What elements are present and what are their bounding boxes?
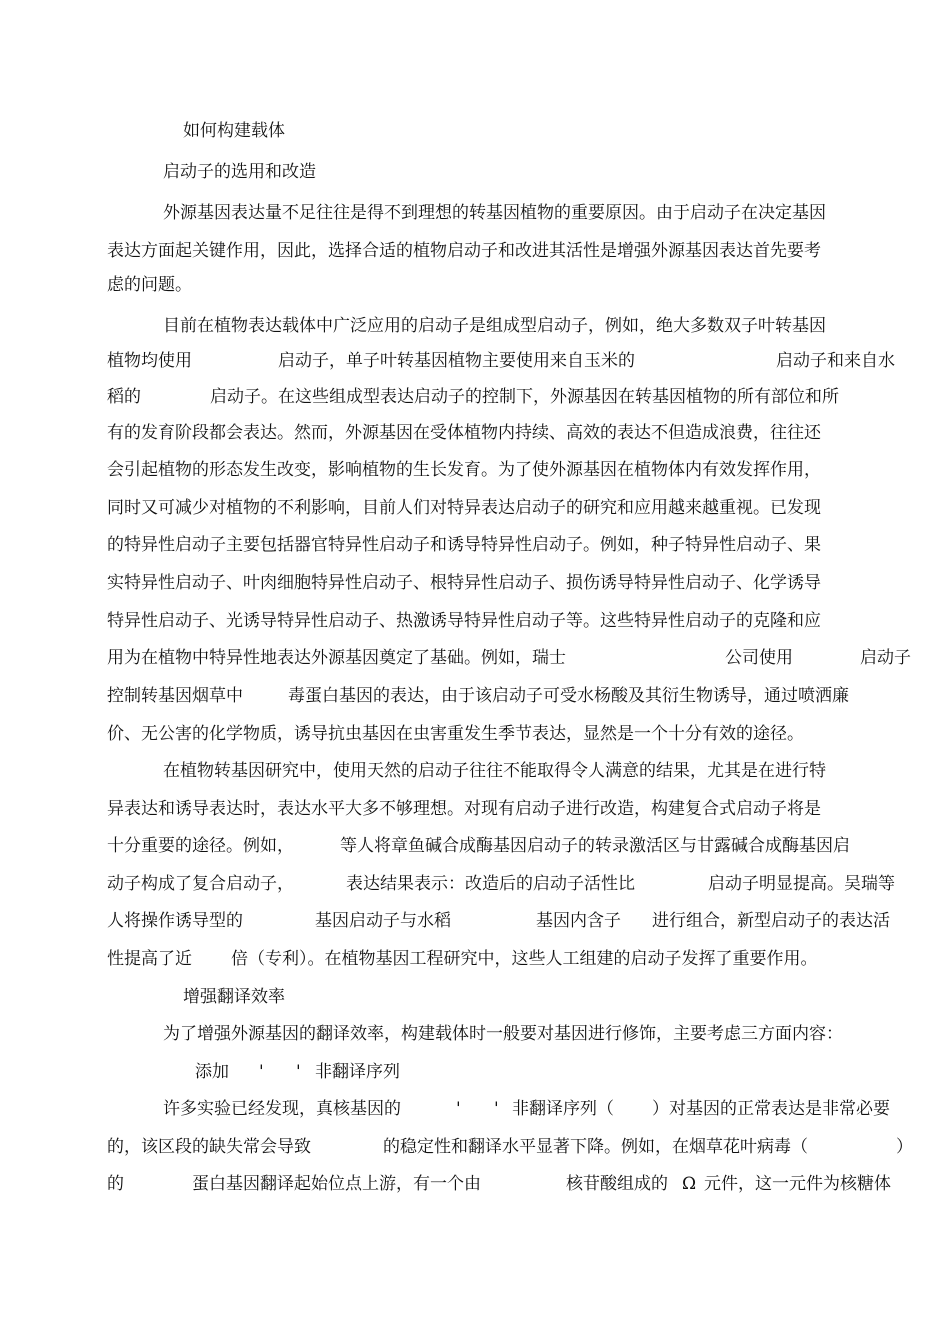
paragraph-text: 启动子，单子叶转基因植物主要使用来自玉米的 xyxy=(278,351,635,371)
paragraph-text: 的 xyxy=(107,1174,124,1194)
paragraph-3-line xyxy=(0,753,950,790)
paragraph-1-line xyxy=(0,233,950,270)
subheading-text: 非翻译序列 xyxy=(315,1062,400,1082)
paragraph-2-line xyxy=(0,565,950,602)
paragraph-text: 基因内含子 xyxy=(536,911,621,931)
paragraph-text: 价、无公害的化学物质，诱导抗虫基因在虫害重发生季节表达，显然是一个十分有效的途径。 xyxy=(107,724,804,744)
paragraph-text: 元件，这一元件为核糖体 xyxy=(704,1174,891,1194)
paragraph-text: 特异性启动子、光诱导特异性启动子、热激诱导特异性启动子等。这些特异性启动子的克隆和应 xyxy=(107,611,821,631)
heading-promoter-text: 启动子的选用和改造 xyxy=(163,162,316,182)
paragraph-1-line xyxy=(0,195,950,232)
omega-symbol: Ω xyxy=(682,1174,697,1194)
paragraph-text: 的稳定性和翻译水平显著下降。例如，在烟草花叶病毒（ xyxy=(383,1137,808,1157)
paragraph-2-line xyxy=(0,308,950,345)
paragraph-text: 表达结果表示：改造后的启动子活性比 xyxy=(346,874,635,894)
paragraph-2-line xyxy=(0,678,950,715)
paragraph-text: 十分重要的途径。例如， xyxy=(107,836,294,856)
paragraph-2-line xyxy=(0,603,950,640)
paragraph-text: 启动子和来自水 xyxy=(776,351,895,371)
paragraph-5-line xyxy=(0,1129,950,1166)
heading-translation-text: 增强翻译效率 xyxy=(183,987,285,1007)
paragraph-2-line xyxy=(0,452,950,489)
paragraph-3-line xyxy=(0,791,950,828)
prime-mark: ' xyxy=(494,1099,499,1119)
paragraph-text: 许多实验已经发现，真核基因的 xyxy=(163,1099,401,1119)
paragraph-text: 的，该区段的缺失常会导致 xyxy=(107,1137,311,1157)
paragraph-text: 启动子 xyxy=(860,648,911,668)
paragraph-text: 植物均使用 xyxy=(107,351,192,371)
paragraph-5-line xyxy=(0,1091,950,1128)
prime-mark: ' xyxy=(456,1099,461,1119)
subheading-utr xyxy=(0,1054,950,1091)
paragraph-text: 用为在植物中特异性地表达外源基因奠定了基础。例如，瑞士 xyxy=(107,648,566,668)
paragraph-text: 实特异性启动子、叶肉细胞特异性启动子、根特异性启动子、损伤诱导特异性启动子、化学诱导 xyxy=(107,573,821,593)
paragraph-text: 会引起植物的形态发生改变，影响植物的生长发育。为了使外源基因在植物体内有效发挥作用， xyxy=(107,460,821,480)
paragraph-text: 同时又可减少对植物的不利影响，目前人们对特异表达启动子的研究和应用越来越重视。已发现 xyxy=(107,498,821,518)
paragraph-text: 性提高了近 xyxy=(107,949,192,969)
paragraph-2-line xyxy=(0,640,950,677)
paragraph-text: 有的发育阶段都会表达。然而，外源基因在受体植物内持续、高效的表达不但造成浪费，往往还 xyxy=(107,423,821,443)
paragraph-text: 公司使用 xyxy=(725,648,793,668)
paragraph-text: 稻的 xyxy=(107,387,141,407)
heading-promoter xyxy=(0,154,950,191)
paragraph-text: 倍（专利）。在植物基因工程研究中，这些人工组建的启动子发挥了重要作用。 xyxy=(231,949,818,969)
prime-mark: ' xyxy=(259,1062,264,1082)
paragraph-2-line xyxy=(0,716,950,753)
paragraph-2-line xyxy=(0,379,950,416)
heading-translation xyxy=(0,979,950,1016)
paragraph-text: 为了增强外源基因的翻译效率，构建载体时一般要对基因进行修饰，主要考虑三方面内容： xyxy=(163,1024,843,1044)
paragraph-3-line xyxy=(0,941,950,978)
paragraph-1-line xyxy=(0,267,950,304)
paragraph-text: 进行组合，新型启动子的表达活 xyxy=(652,911,890,931)
paragraph-3-line xyxy=(0,903,950,940)
paragraph-text: 启动子。在这些组成型表达启动子的控制下，外源基因在转基因植物的所有部位和所 xyxy=(210,387,839,407)
paragraph-2-line xyxy=(0,527,950,564)
paragraph-text: 非翻译序列（ xyxy=(512,1099,614,1119)
paragraph-3-line xyxy=(0,866,950,903)
paragraph-5-line xyxy=(0,1166,950,1203)
paragraph-text: 基因启动子与水稻 xyxy=(315,911,451,931)
heading-main xyxy=(0,113,950,150)
paragraph-4-line xyxy=(0,1016,950,1053)
subheading-text: 添加 xyxy=(195,1062,229,1082)
paragraph-text: 动子构成了复合启动子， xyxy=(107,874,294,894)
paragraph-2-line xyxy=(0,415,950,452)
paragraph-text: 控制转基因烟草中 xyxy=(107,686,243,706)
paragraph-text: 毒蛋白基因的表达，由于该启动子可受水杨酸及其衍生物诱导，通过喷洒廉 xyxy=(288,686,849,706)
paragraph-text: 表达方面起关键作用，因此，选择合适的植物启动子和改进其活性是增强外源基因表达首先要考 xyxy=(107,241,821,261)
paragraph-text: 外源基因表达量不足往往是得不到理想的转基因植物的重要原因。由于启动子在决定基因 xyxy=(163,203,826,223)
paragraph-text: 等人将章鱼碱合成酶基因启动子的转录激活区与甘露碱合成酶基因启 xyxy=(340,836,850,856)
paragraph-text: 启动子明显提高。吴瑞等 xyxy=(708,874,895,894)
prime-mark: ' xyxy=(296,1062,301,1082)
paragraph-2-line xyxy=(0,490,950,527)
paragraph-2-line xyxy=(0,343,950,380)
paragraph-text: 虑的问题。 xyxy=(107,275,192,295)
paragraph-text: 在植物转基因研究中，使用天然的启动子往往不能取得令人满意的结果，尤其是在进行特 xyxy=(163,761,826,781)
paragraph-text: 目前在植物表达载体中广泛应用的启动子是组成型启动子，例如，绝大多数双子叶转基因 xyxy=(163,316,826,336)
paragraph-3-line xyxy=(0,828,950,865)
paragraph-text: ）对基因的正常表达是非常必要 xyxy=(652,1099,890,1119)
paragraph-text: 蛋白基因翻译起始位点上游，有一个由 xyxy=(192,1174,481,1194)
paragraph-text: 核苷酸组成的 xyxy=(566,1174,668,1194)
heading-main-text: 如何构建载体 xyxy=(183,121,285,141)
paragraph-text: 异表达和诱导表达时，表达水平大多不够理想。对现有启动子进行改造，构建复合式启动子将是 xyxy=(107,799,821,819)
paragraph-text: 的特异性启动子主要包括器官特异性启动子和诱导特异性启动子。例如，种子特异性启动子、果 xyxy=(107,535,821,555)
paragraph-text: ） xyxy=(896,1137,913,1157)
paragraph-text: 人将操作诱导型的 xyxy=(107,911,243,931)
